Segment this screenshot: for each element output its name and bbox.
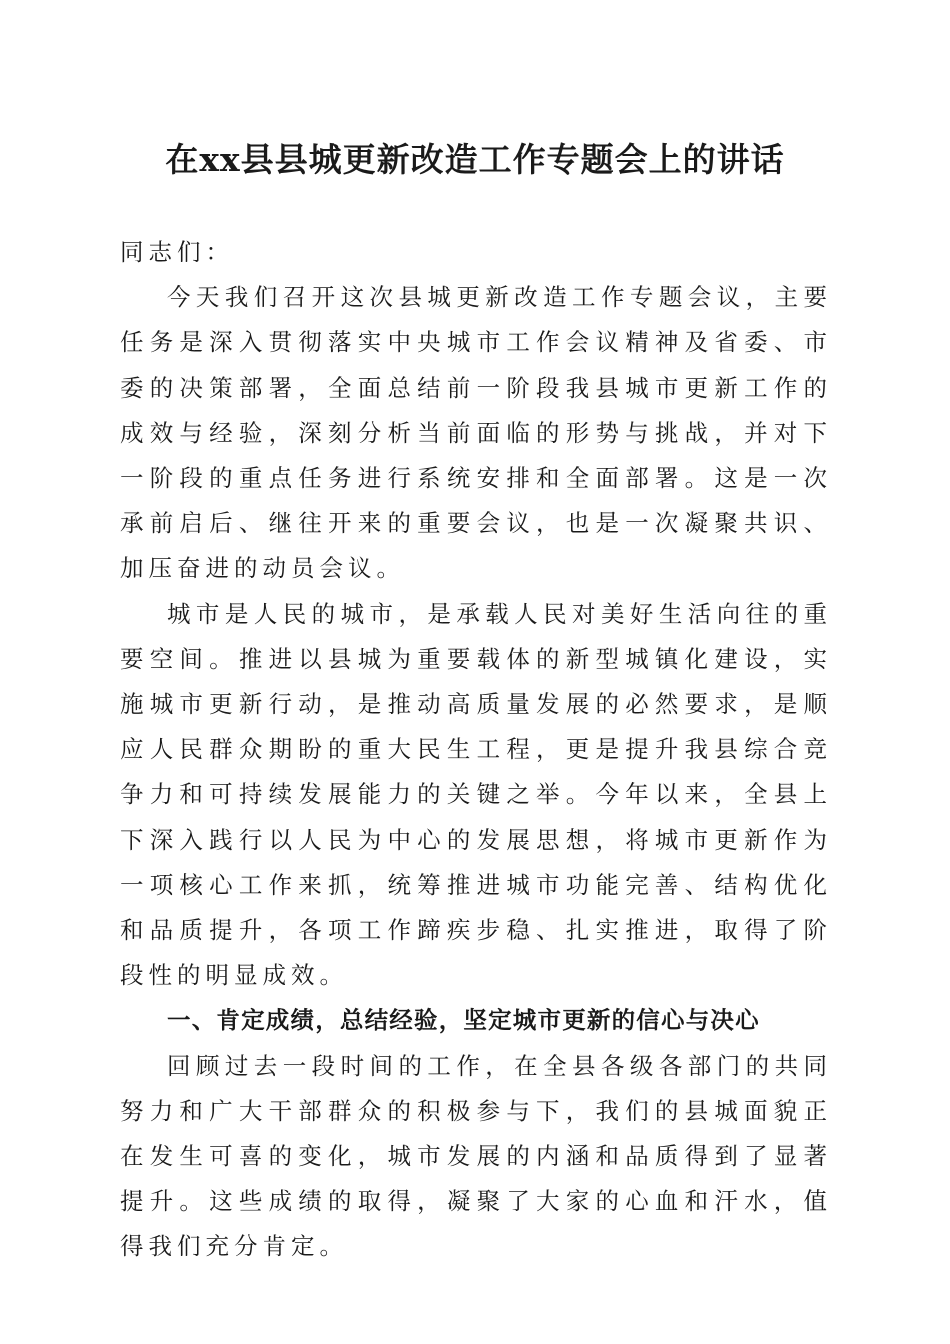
paragraph-city-people: 城市是人民的城市，是承载人民对美好生活向往的重要空间。推进以县城为重要载体的新型城镇化建设，实施城市更新行动，是推动高质量发展的必然要求，是顺应人民群众期盼的重大民生工程，更是提升我县综合竞争力和可持续发展能力的关键之举。今年以来，全县上下深入践行以人民为中心的发展思想，将城市更新作为一项核心工作来抓，统筹推进城市功能完善、结构优化和品质提升，各项工作蹄疾步稳、扎实推进，取得了阶段性的明显成效。 bbox=[120, 599, 832, 990]
section-heading: 一、肯定成绩，总结经验，坚定城市更新的信心与决心 bbox=[167, 1006, 760, 1035]
document-body bbox=[120, 230, 832, 1270]
document-title: 在xx县县城更新改造工作专题会上的讲话 bbox=[165, 140, 785, 179]
paragraph-review: 回顾过去一段时间的工作，在全县各级各部门的共同努力和广大干部群众的积极参与下，我们的县城面貌正在发生可喜的变化，城市发展的内涵和品质得到了显著提升。这些成绩的取得，凝聚了大家的心血和汗水，值得我们充分肯定。 bbox=[120, 1051, 832, 1261]
salutation: 同志们： bbox=[120, 238, 234, 266]
paragraph-opening: 今天我们召开这次县城更新改造工作专题会议，主要任务是深入贯彻落实中央城市工作会议精神及省委、市委的决策部署，全面总结前一阶段我县城市更新工作的成效与经验，深刻分析当前面临的形势与挑战，并对下一阶段的重点任务进行系统安排和全面部署。这是一次承前启后、继往开来的重要会议，也是一次凝聚共识、加压奋进的动员会议。 bbox=[120, 283, 832, 583]
